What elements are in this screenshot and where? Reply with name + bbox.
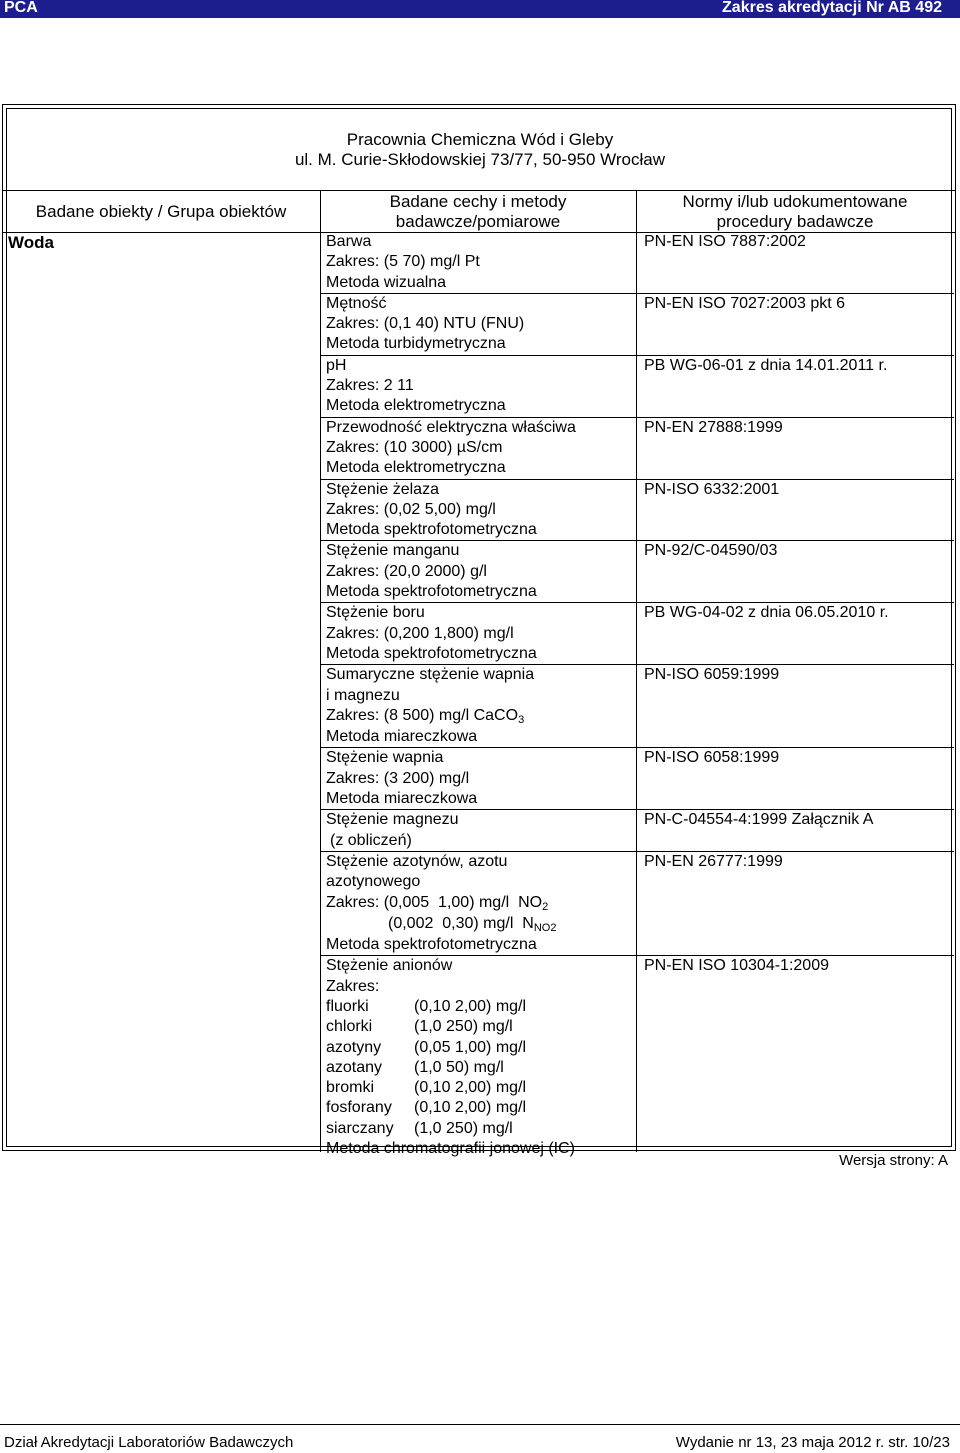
- anion-row: fluorki (0,10 2,00) mg/l: [326, 997, 527, 1015]
- anion-row: chlorki (1,0 250) mg/l: [326, 1018, 513, 1036]
- anion-row: azotyny (0,05 1,00) mg/l: [326, 1038, 527, 1056]
- table-row: Stężenie azotynów, azotu azotynowego Zakres: (0,005 1,00) mg/l $NO_2$ (0,002 0,30) mg/l $N_{NO2}$ Metoda spektrofotometryczna PN-EN 26777:1999: [320, 852, 954, 956]
- page-version: Wersja strony: A: [839, 1152, 948, 1169]
- anion-row: fosforany (0,10 2,00) mg/l: [326, 1099, 527, 1117]
- table-row: Barwa Zakres: (5 70) mg/l Pt Metoda wizualna PN-EN ISO 7887:2002: [320, 232, 954, 294]
- table-row: pH Zakres: 2 11 Metoda elektrometryczna PB WG-06-01 z dnia 14.01.2011 r.: [320, 356, 954, 418]
- norm: PB WG-04-02 z dnia 06.05.2010 r.: [644, 604, 889, 622]
- table-row: Stężenie anionów Zakres: fluorki (0,10 2,00) mg/l chlorki (1,0 250) mg/l azotyny (0,05 1,00) mg/l azotany (1,0 50) mg/l bromki (0,10 2,00) mg/l fosforany (0,10 2,00) mg/l siarczany (1,0 250) mg/l Metoda chromatografii jonowej (IC) PN-EN ISO 10304-1:2009: [320, 956, 954, 1159]
- table-top-rule: [2, 190, 956, 191]
- header-right: Zakres akredytacji Nr AB 492: [722, 0, 942, 16]
- header-left: PCA: [4, 0, 38, 16]
- norm: PN-ISO 6332:2001: [644, 480, 780, 498]
- footer-rule: [0, 1424, 960, 1425]
- norm: PN-EN 26777:1999: [644, 852, 783, 870]
- lab-address: ul. M. Curie-Skłodowskiej 73/77, 50-950 Wrocław: [294, 150, 666, 169]
- norm: PN-ISO 6058:1999: [644, 749, 780, 767]
- lab-name: Pracownia Chemiczna Wód i Gleby: [346, 130, 614, 149]
- table-row: Mętność Zakres: (0,1 40) NTU (FNU) Metoda turbidymetryczna PN-EN ISO 7027:2003 pkt 6: [320, 294, 954, 356]
- norm: PN-EN 27888:1999: [644, 418, 783, 436]
- table-row: Stężenie magnezu (z obliczeń) PN-C-04554-4:1999 Załącznik A: [320, 810, 954, 852]
- table-row: Stężenie manganu Zakres: (20,0 2000) g/l Metoda spektrofotometryczna PN-92/C-04590/03: [320, 541, 954, 603]
- norm: PB WG-06-01 z dnia 14.01.2011 r.: [644, 356, 888, 374]
- table-row: Sumaryczne stężenie wapnia i magnezu Zakres: (8 500) mg/l CaCO$_3$ Metoda miareczkowa PN-ISO 6059:1999: [320, 665, 954, 748]
- accreditation-table: [320, 232, 954, 1159]
- norm: PN-EN ISO 7887:2002: [644, 233, 806, 250]
- column-header-norms: Normy i/lub udokumentowane procedury badawcze: [682, 192, 908, 231]
- footer-right: Wydanie nr 13, 23 maja 2012 r. str. 10/23: [675, 1434, 950, 1451]
- anion-row: siarczany (1,0 250) mg/l: [326, 1119, 513, 1137]
- object-name: Woda: [8, 233, 54, 252]
- footer-left: Dział Akredytacji Laboratoriów Badawczych: [4, 1434, 294, 1451]
- table-row: Stężenie boru Zakres: (0,200 1,800) mg/l Metoda spektrofotometryczna PB WG-04-02 z dnia 06.05.2010 r.: [320, 603, 954, 665]
- anion-row: bromki (0,10 2,00) mg/l: [326, 1079, 527, 1097]
- header-bar: [0, 0, 960, 18]
- column-header-objects: Badane obiekty / Grupa obiektów: [35, 202, 287, 221]
- column-header-methods: Badane cechy i metody badawcze/pomiarowe: [389, 192, 567, 231]
- table-row: Przewodność elektryczna właściwa Zakres: (10 3000) µS/cm Metoda elektrometryczna PN-EN 27888:1999: [320, 418, 954, 480]
- norm: PN-C-04554-4:1999 Załącznik A: [644, 811, 874, 829]
- table-row: Stężenie żelaza Zakres: (0,02 5,00) mg/l Metoda spektrofotometryczna PN-ISO 6332:2001: [320, 480, 954, 542]
- norm: PN-92/C-04590/03: [644, 542, 778, 560]
- anion-row: azotany (1,0 50) mg/l: [326, 1058, 504, 1076]
- table-row: Stężenie wapnia Zakres: (3 200) mg/l Metoda miareczkowa PN-ISO 6058:1999: [320, 748, 954, 810]
- norm: PN-ISO 6059:1999: [644, 666, 780, 684]
- norm: PN-EN ISO 10304-1:2009: [644, 957, 829, 975]
- norm: PN-EN ISO 7027:2003 pkt 6: [644, 294, 845, 312]
